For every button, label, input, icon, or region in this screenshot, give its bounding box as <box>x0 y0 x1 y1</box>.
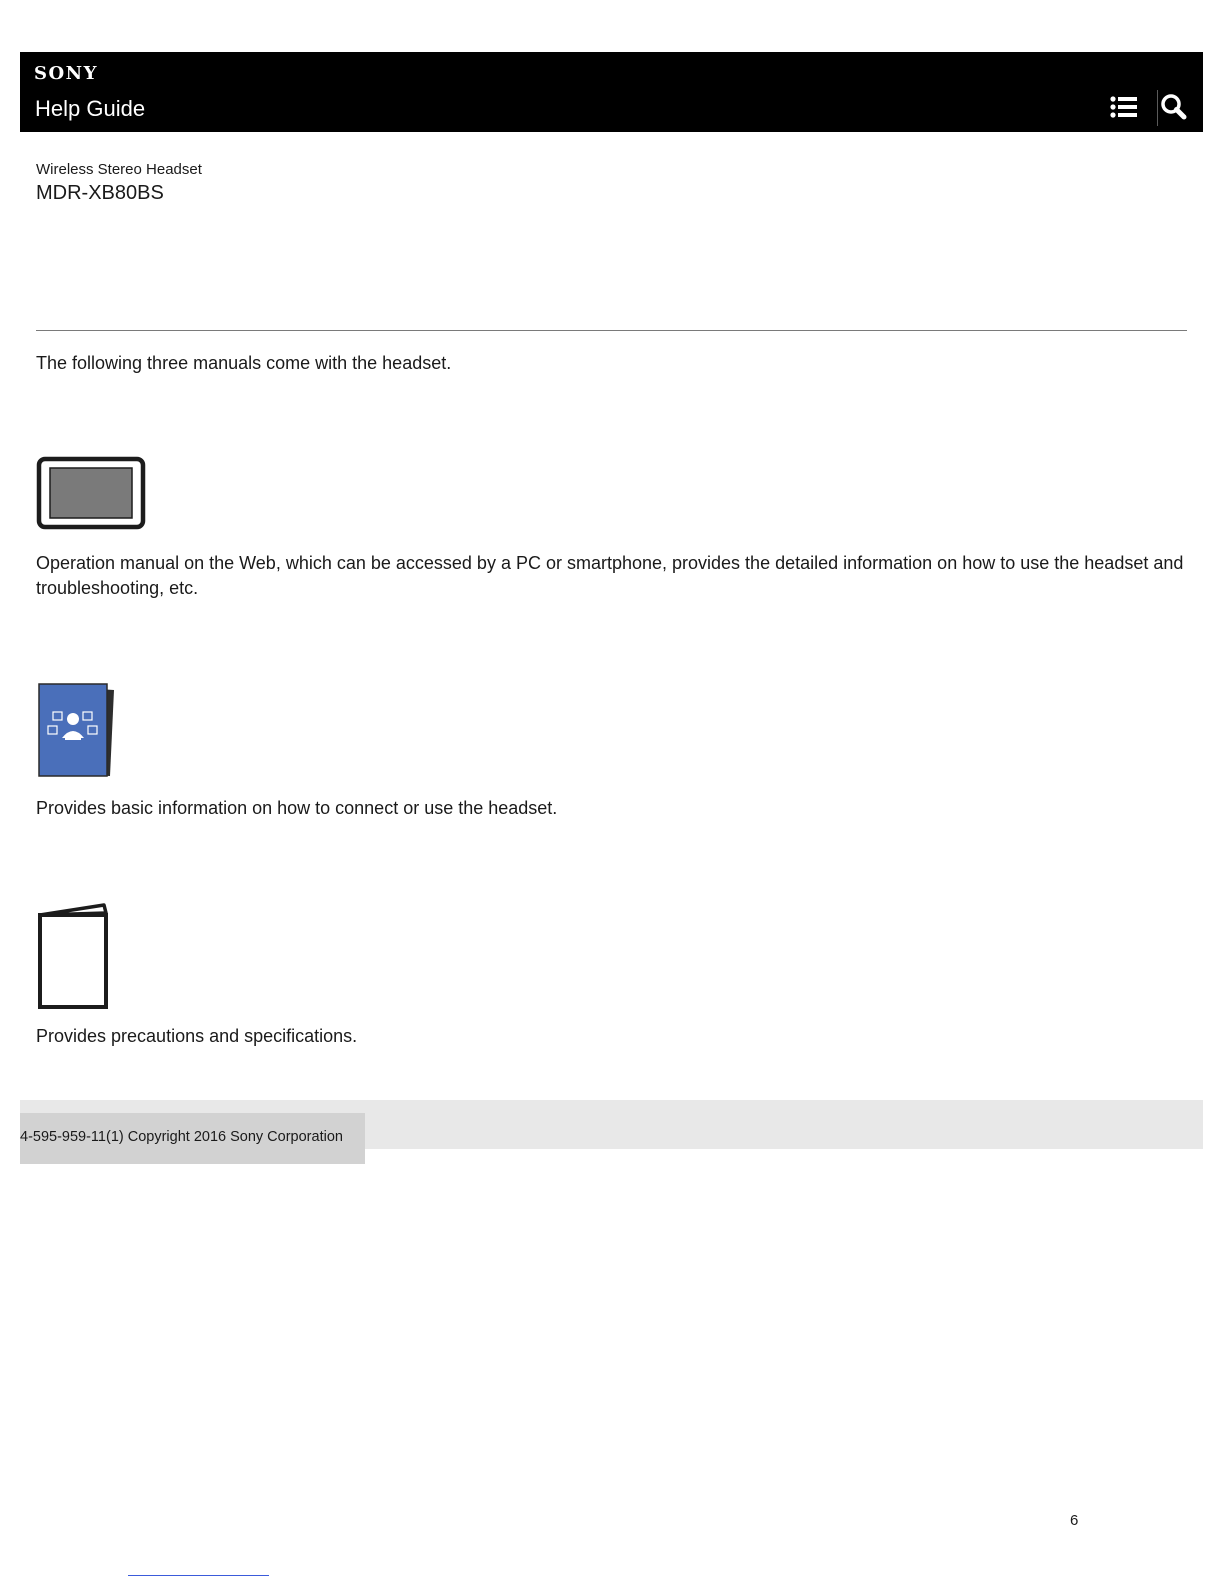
web-manual-description: Operation manual on the Web, which can be accessed by a PC or smartphone, provides the detailed information on how to use the headset and troubleshooting, etc. <box>36 553 1184 598</box>
help-guide-title[interactable]: Help Guide <box>35 96 146 121</box>
tablet-icon <box>36 456 148 537</box>
startup-guide-description: Provides basic information on how to connect or use the headset. <box>36 798 558 818</box>
product-model: MDR-XB80BS <box>36 182 164 204</box>
copyright-box <box>20 1113 365 1164</box>
page-number: 6 <box>1070 1512 1079 1529</box>
copyright-text: 4-595-959-11(1) Copyright 2016 Sony Corporation <box>20 1129 343 1145</box>
sony-logo[interactable]: SONY <box>34 63 98 84</box>
intro-text: The following three manuals come with the headset. <box>36 353 452 373</box>
list-menu-icon[interactable] <box>1109 92 1139 122</box>
leaflet-description: Provides precautions and specifications. <box>36 1026 358 1046</box>
header-divider <box>1157 90 1158 126</box>
divider-line <box>36 330 1187 331</box>
product-category: Wireless Stereo Headset <box>36 161 202 178</box>
leaflet-icon <box>36 902 116 1017</box>
header-bar <box>20 52 1203 132</box>
link-underline[interactable] <box>128 1575 269 1576</box>
search-icon[interactable] <box>1159 92 1189 122</box>
startup-guide-icon <box>36 682 116 783</box>
